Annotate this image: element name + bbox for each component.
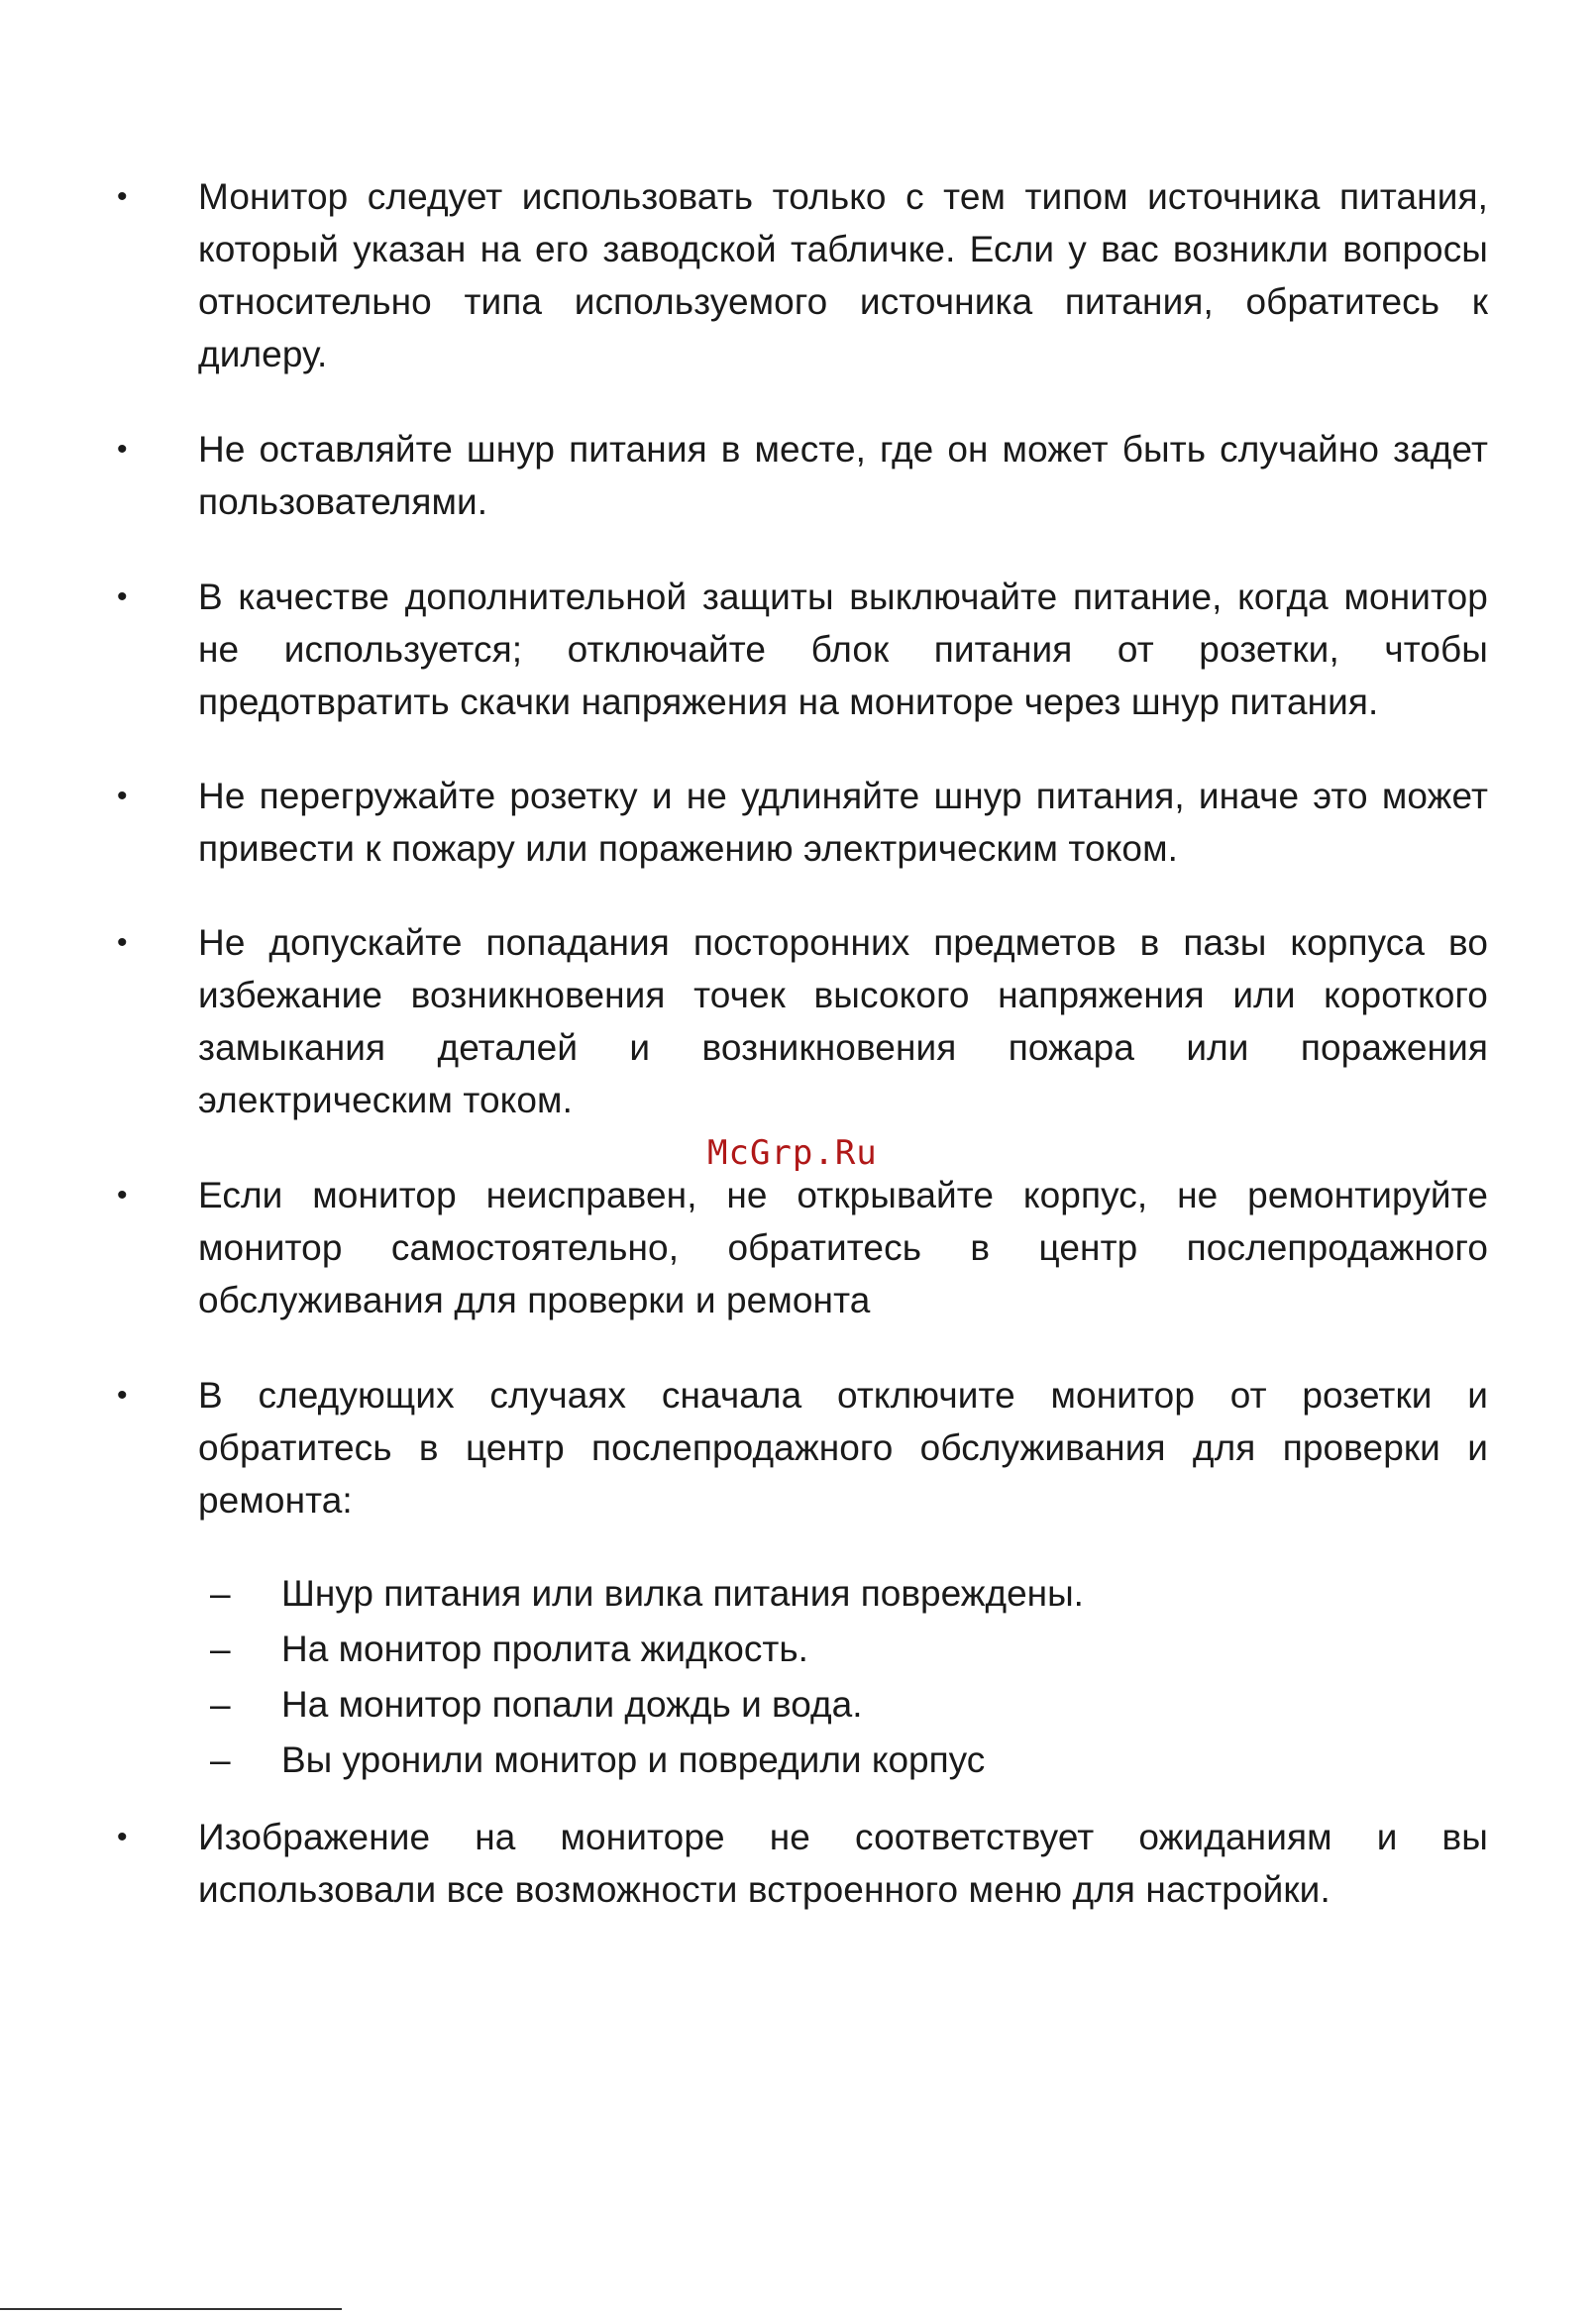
- sub-list-item-text: На монитор пролита жидкость.: [281, 1629, 808, 1669]
- dash-icon: –: [210, 1629, 231, 1669]
- bullet-icon: •: [117, 1821, 128, 1853]
- list-item: [111, 170, 1488, 380]
- bullet-icon: •: [117, 926, 128, 959]
- list-item-text: В следующих случаях сначала отключите монитор от розетки и обратитесь в центр послепродажного обслуживания для проверки и ремонта:: [198, 1375, 1488, 1521]
- list-item-text: В качестве дополнительной защиты выключайте питание, когда монитор не используется; отключайте блок питания от розетки, чтобы предотвратить скачки напряжения на мониторе через шнур питания.: [198, 577, 1488, 722]
- sub-list-item-text: Вы уронили монитор и повредили корпус: [281, 1739, 986, 1780]
- list-item-text: Не допускайте попадания посторонних предметов в пазы корпуса во избежание возникновения точек высокого напряжения или короткого замыкания деталей и возникновения пожара или поражения электрическим током.: [198, 922, 1488, 1120]
- list-item: [111, 1369, 1488, 1526]
- sub-list-item-text: Шнур питания или вилка питания повреждены.: [281, 1573, 1084, 1614]
- sub-list: [210, 1566, 1399, 1788]
- bullet-icon: •: [117, 180, 128, 213]
- list-item: [111, 1169, 1488, 1326]
- sub-list-item: [210, 1622, 1399, 1677]
- list-item-text: Не перегружайте розетку и не удлиняйте шнур питания, иначе это может привести к пожару или поражению электрическим током.: [198, 776, 1488, 869]
- bullet-icon: •: [117, 1179, 128, 1211]
- list-item: [111, 770, 1488, 875]
- bullet-icon: •: [117, 580, 128, 613]
- dash-icon: –: [210, 1739, 231, 1780]
- sub-list-item: [210, 1733, 1399, 1788]
- bullet-icon: •: [117, 433, 128, 466]
- list-item-text: Изображение на мониторе не соответствует ожиданиям и вы использовали все возможности встроенного меню для настройки.: [198, 1817, 1488, 1910]
- sub-list-item: [210, 1677, 1399, 1733]
- watermark: McGrp.Ru: [707, 1133, 878, 1173]
- sub-list-item: [210, 1566, 1399, 1622]
- list-item-text: Не оставляйте шнур питания в месте, где он может быть случайно задет пользователями.: [198, 429, 1488, 522]
- sub-list-item-text: На монитор попали дождь и вода.: [281, 1684, 863, 1725]
- list-item-text: Монитор следует использовать только с тем типом источника питания, который указан на его заводской табличке. Если у вас возникли вопросы относительно типа используемого источника питания, обратитесь к дилеру.: [198, 176, 1488, 374]
- list-item-text: Если монитор неисправен, не открывайте корпус, не ремонтируйте монитор самостоятельно, обратитесь в центр послепродажного обслуживания для проверки и ремонта: [198, 1175, 1488, 1320]
- bullet-icon: •: [117, 780, 128, 812]
- footnote-divider: [0, 2308, 342, 2310]
- list-item: [111, 571, 1488, 728]
- bullet-icon: •: [117, 1379, 128, 1412]
- list-item: [111, 1811, 1488, 1916]
- list-item: [111, 916, 1488, 1126]
- dash-icon: –: [210, 1573, 231, 1614]
- list-item: [111, 423, 1488, 528]
- dash-icon: –: [210, 1684, 231, 1725]
